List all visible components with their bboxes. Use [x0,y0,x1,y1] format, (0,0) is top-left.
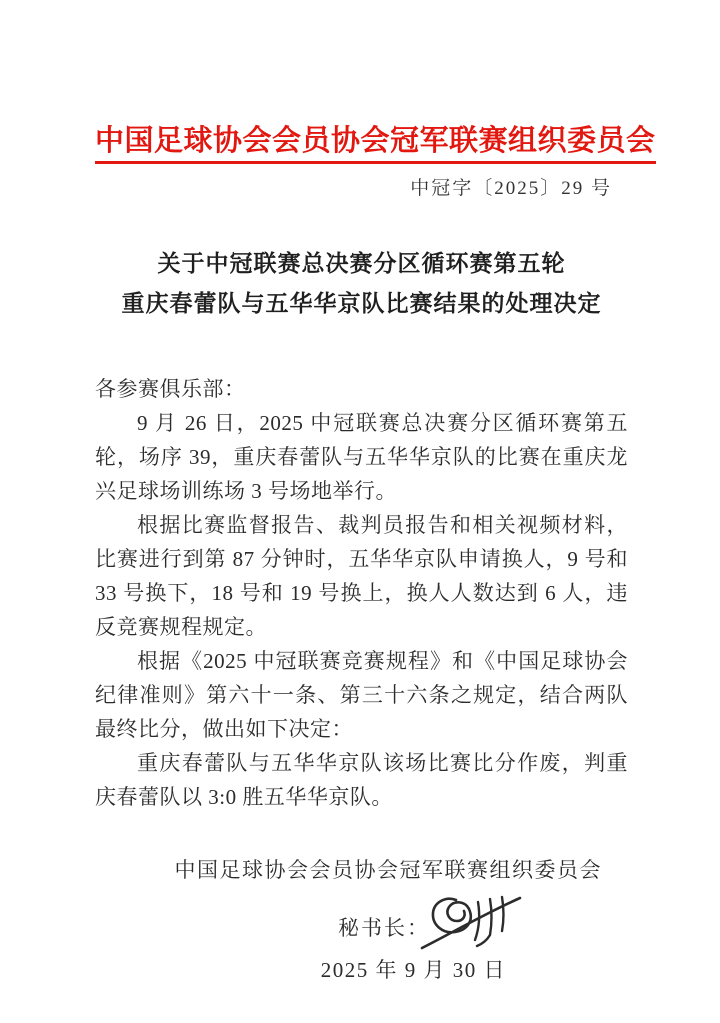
secretary-general-label: 秘书长： [338,916,430,940]
letterhead-org-title: 中国足球协会会员协会冠军联赛组织委员会 [95,118,656,164]
salutation-line: 各参赛俱乐部： [95,377,246,401]
document-title-line1: 关于中冠联赛总决赛分区循环赛第五轮 [157,251,566,276]
closing-org-name: 中国足球协会会员协会冠军联赛组织委员会 [174,858,602,882]
closing-block [95,854,628,984]
document-body [95,372,628,814]
document-title [95,244,628,324]
body-paragraph-4: 重庆春蕾队与五华华京队该场比赛比分作废，判重庆春蕾队以 3:0 胜五华华京队。 [95,751,628,809]
handwritten-signature-icon [416,890,528,952]
body-paragraph-1: 9 月 26 日，2025 中冠联赛总决赛分区循环赛第五轮，场序 39，重庆春蕾队与五华华京队的比赛在重庆龙兴足球场训练场 3 号场地举行。 [95,411,628,503]
document-number: 中冠字〔2025〕29 号 [410,178,612,199]
document-title-line2: 重庆春蕾队与五华华京队比赛结果的处理决定 [121,291,602,316]
body-paragraph-2: 根据比赛监督报告、裁判员报告和相关视频材料，比赛进行到第 87 分钟时，五华华京队申请换人，9 号和 33 号换下，18 号和 19 号换上，换人人数达到 6 人，违反竞赛规程规定。 [95,513,628,639]
document-date: 2025 年 9 月 30 日 [320,958,506,982]
body-paragraph-3: 根据《2025 中冠联赛竞赛规程》和《中国足球协会纪律准则》第六十一条、第三十六条之规定，结合两队最终比分，做出如下决定： [95,649,628,741]
signature-row [95,894,628,952]
